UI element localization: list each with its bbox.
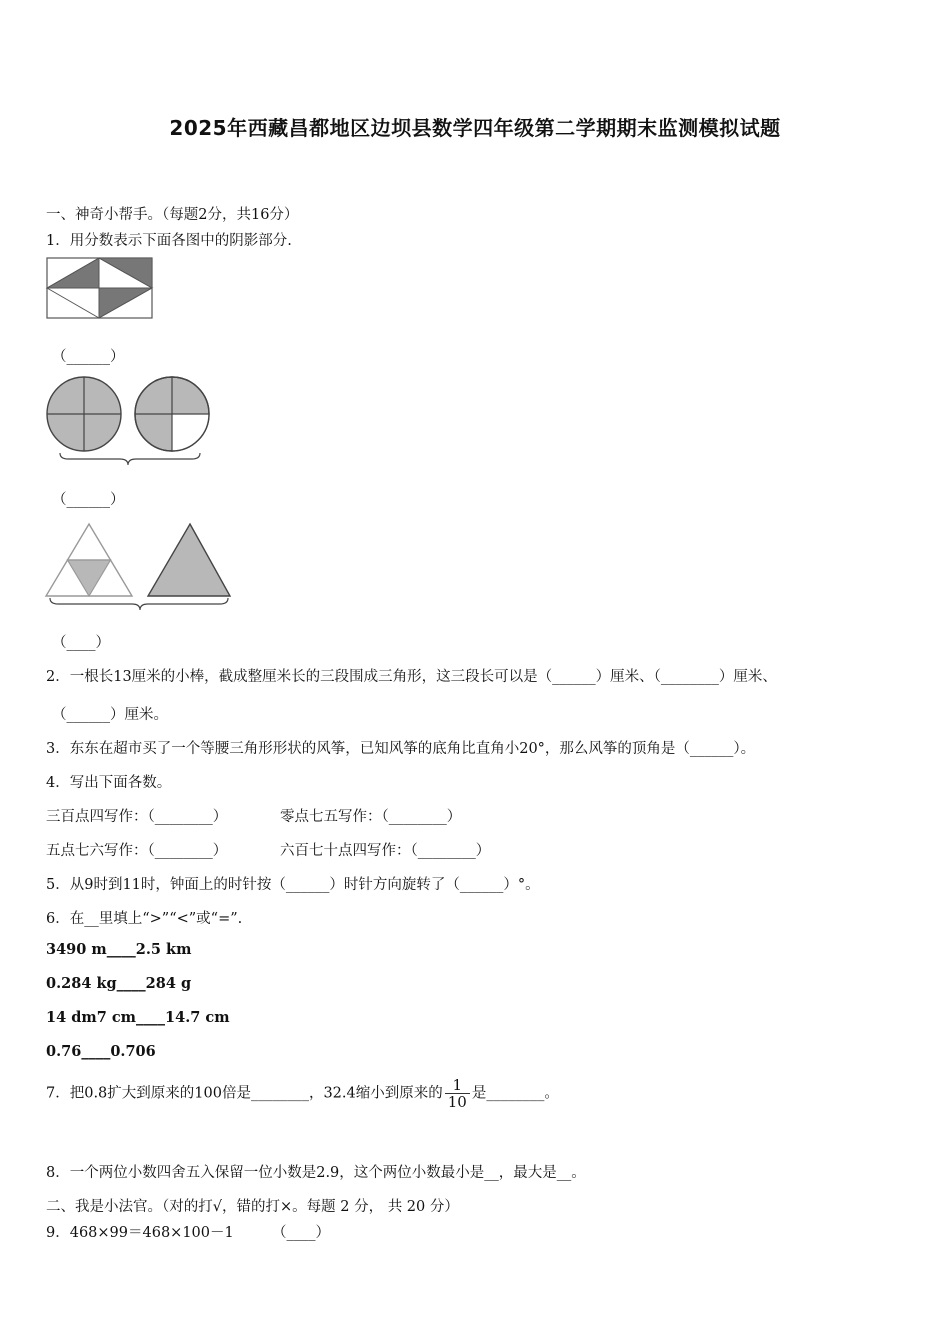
- q6-text: 6．在__里填上“>”“<”或“=”.: [46, 911, 243, 927]
- page-title: 2025年西藏昌都地区边坝县数学四年级第二学期期末监测模拟试题: [169, 116, 781, 140]
- q7-line: [46, 1077, 559, 1110]
- q4-item3: 五点七六写作：（________）: [46, 843, 228, 859]
- q2-line2: （______）厘米。: [52, 707, 168, 723]
- q6-item4: 0.76____0.706: [46, 1043, 156, 1060]
- q9-answer-blank[interactable]: （____）: [272, 1225, 330, 1241]
- q1-answer-blank-b[interactable]: （______）: [52, 492, 125, 508]
- q1-figure-triangles: [44, 522, 234, 612]
- q1-answer-blank-a[interactable]: （______）: [52, 349, 125, 365]
- q6-item1: 3490 m____2.5 km: [46, 941, 192, 958]
- q6-item2: 0.284 kg____284 g: [46, 975, 192, 992]
- q3-text: 3．东东在超市买了一个等腰三角形形状的风筝，已知风筝的底角比直角小20°，那么风筝的顶角是（______）。: [46, 741, 756, 757]
- q5-text: 5．从9时到11时，钟面上的时针按（______）时针方向旋转了（______）°。: [46, 877, 540, 893]
- q4-text: 4．写出下面各数。: [46, 775, 172, 791]
- q7-part1: 7．把0.8扩大到原来的100倍是________，32.4缩小到原来的: [46, 1085, 443, 1102]
- q7-part2: 是________。: [471, 1085, 559, 1102]
- q4-item4: 六百七十点四写作：（________）: [280, 843, 491, 859]
- q4-item1: 三百点四写作：（________）: [46, 809, 228, 825]
- q6-item3: 14 dm7 cm____14.7 cm: [46, 1009, 230, 1026]
- q1-figure-circles: [44, 376, 214, 468]
- q1-answer-blank-c[interactable]: （____）: [52, 635, 110, 651]
- q4-item2: 零点七五写作：（________）: [280, 809, 462, 825]
- section2-header: 二、我是小法官。（对的打√，错的打×。每题 2 分， 共 20 分）: [46, 1199, 459, 1215]
- q7-fraction-numerator: 1: [445, 1077, 470, 1094]
- q7-fraction: [445, 1077, 470, 1110]
- q8-text: 8．一个两位小数四舍五入保留一位小数是2.9，这个两位小数最小是__，最大是__。: [46, 1165, 586, 1181]
- q2-line1: 2．一根长13厘米的小棒，截成整厘米长的三段围成三角形，这三段长可以是（______）厘米、（________）厘米、: [46, 669, 777, 685]
- section1-header: 一、神奇小帮手。（每题2分，共16分）: [46, 207, 299, 223]
- q9-expression: 9．468×99＝468×100－1: [46, 1225, 234, 1241]
- q7-fraction-denominator: 10: [447, 1093, 467, 1111]
- q1-figure-rectangle: [46, 257, 154, 319]
- q1-text: 1．用分数表示下面各图中的阴影部分.: [46, 233, 292, 249]
